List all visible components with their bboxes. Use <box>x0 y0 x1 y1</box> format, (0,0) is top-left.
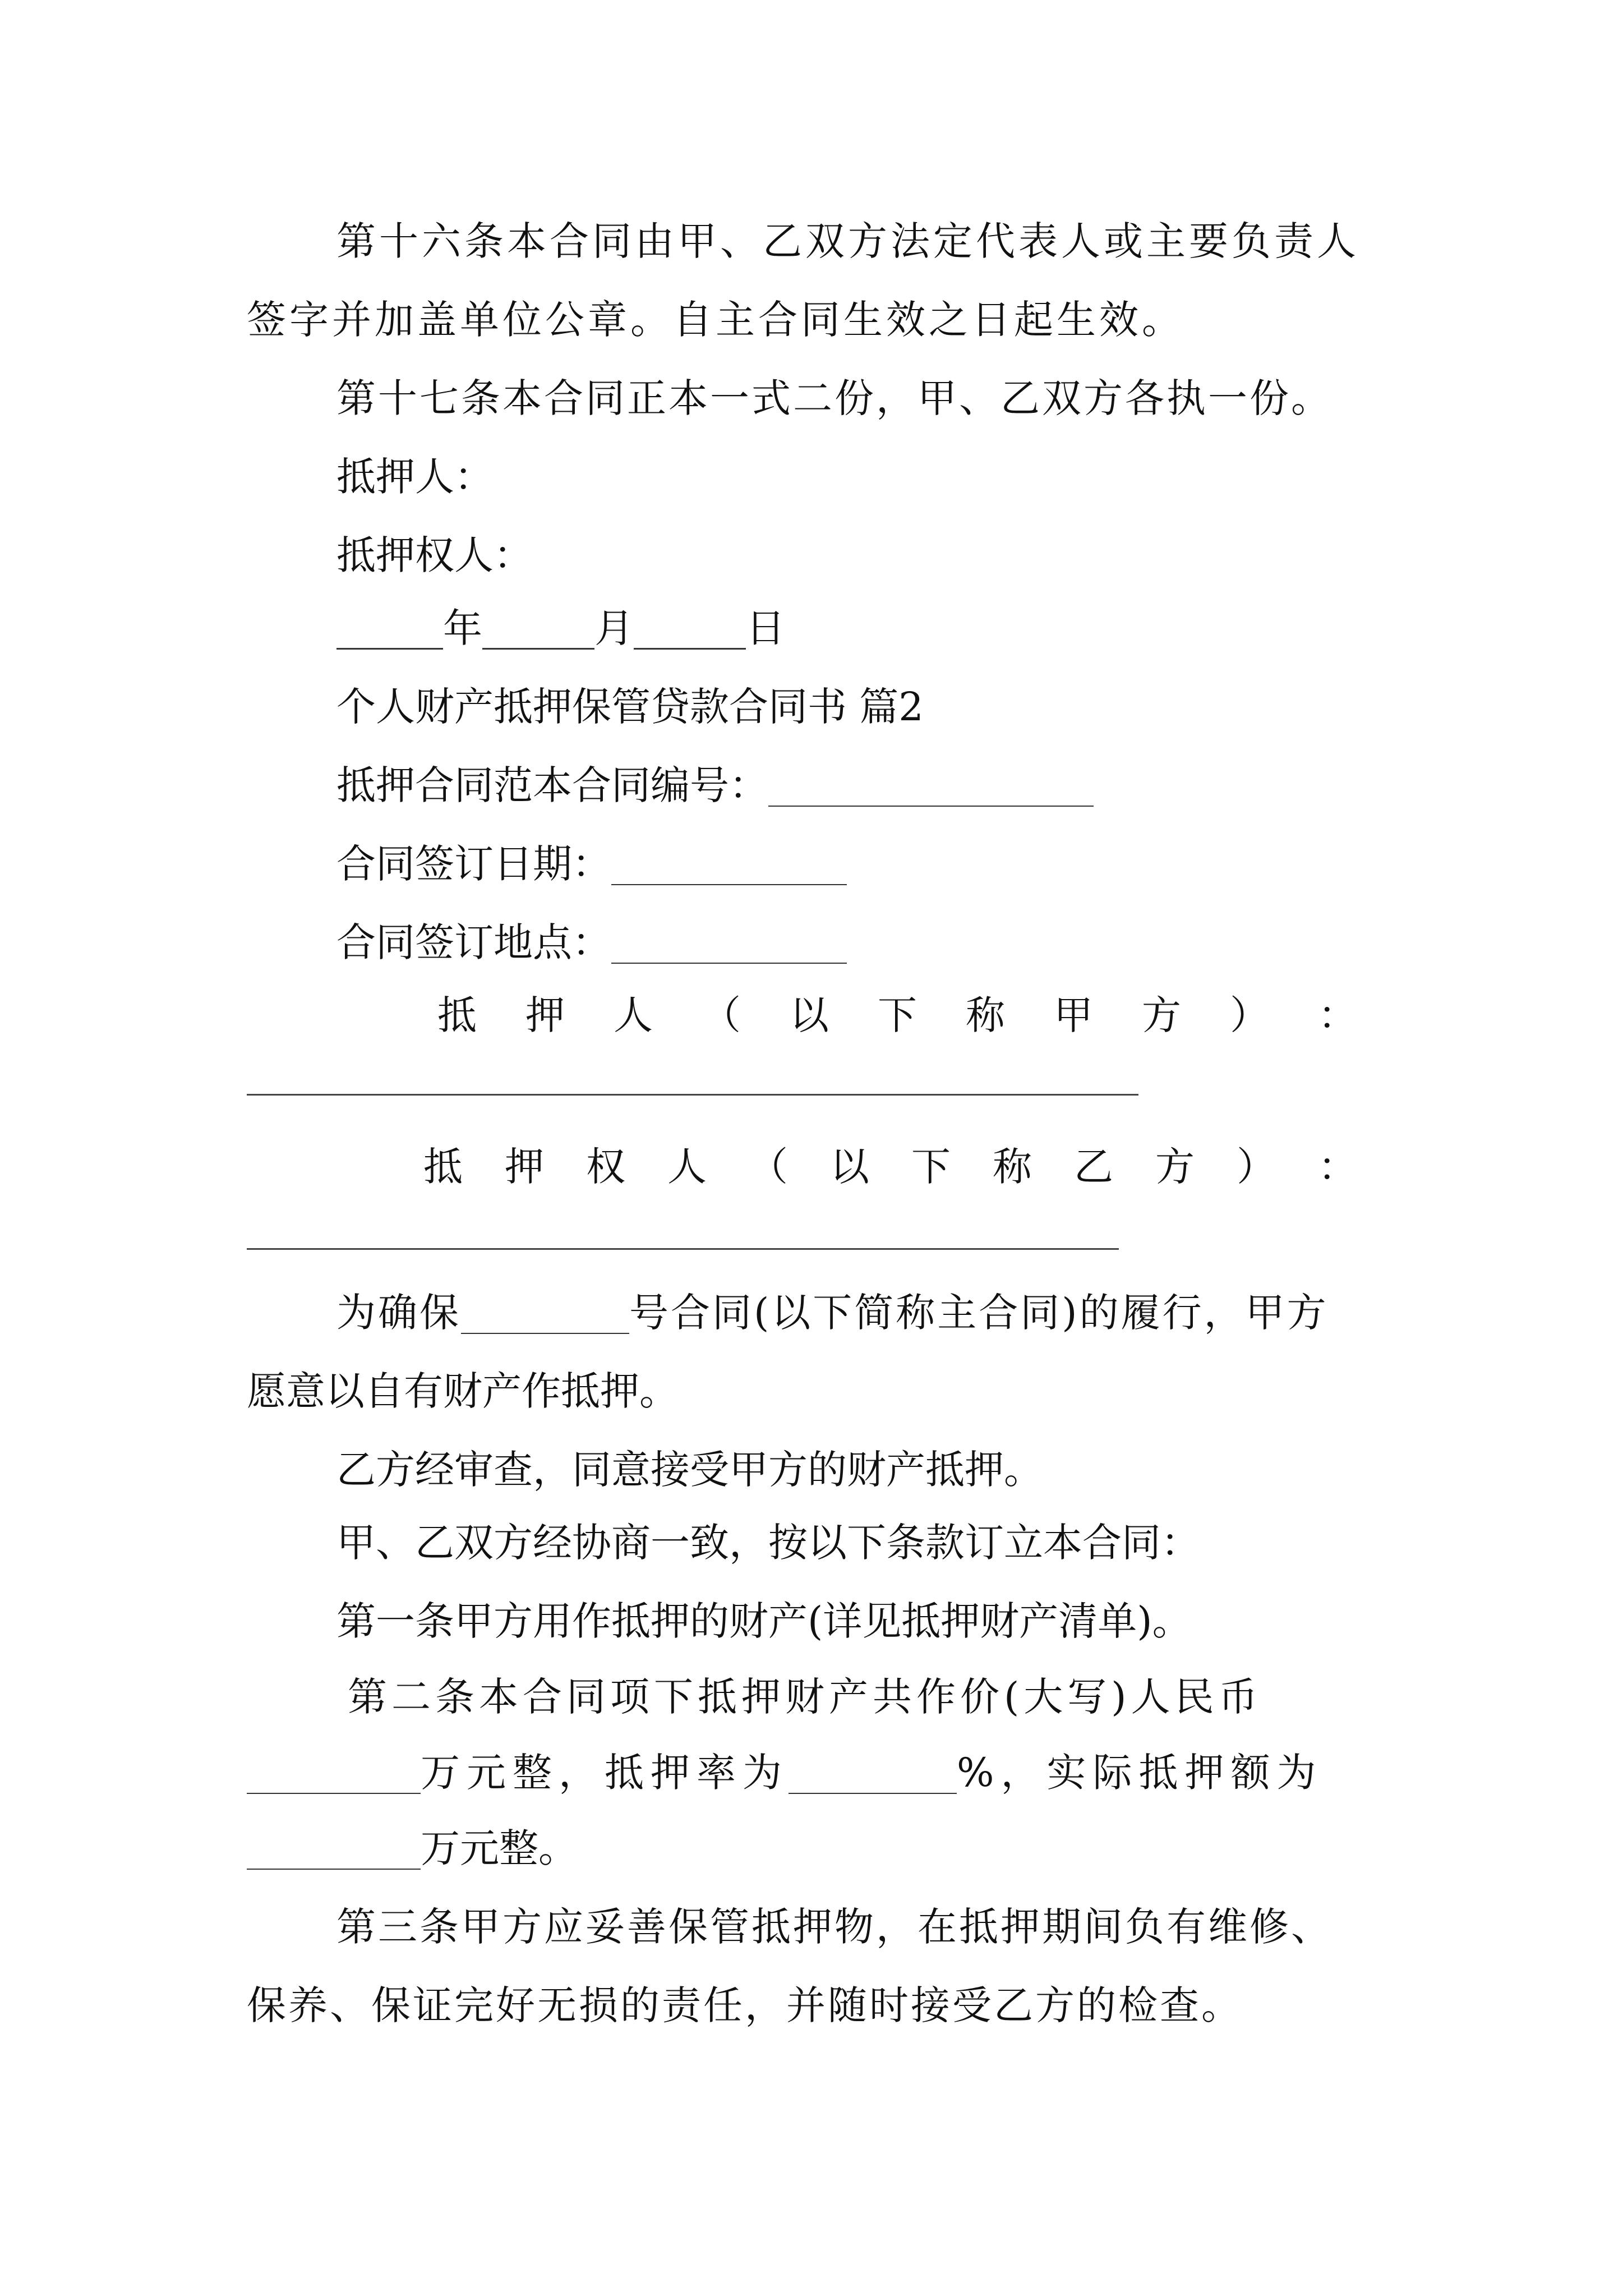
date-line <box>336 600 785 656</box>
party-a-char: 抵 <box>437 992 477 1038</box>
sign-date-line <box>336 836 847 892</box>
review-line: 乙方经审查，同意接受甲方的财产抵押。 <box>336 1447 1043 1493</box>
guarantee-prefix: 为确保 <box>336 1290 461 1336</box>
party-b-char: 人 <box>667 1144 707 1190</box>
party-a-char: 以 <box>790 992 829 1038</box>
month-label: 月 <box>594 605 634 651</box>
article-2-line-1: 第二条本合同项下抵押财产共作价(大写)人民币 <box>348 1674 1262 1720</box>
day-label: 日 <box>746 605 785 651</box>
party-a-char: ： <box>1318 992 1357 1038</box>
party-a-char: （ <box>702 992 741 1038</box>
article-2-text-a: 万元整，抵押率为 <box>421 1750 789 1796</box>
contract-number-blank <box>768 766 1094 807</box>
party-a-char: 押 <box>525 992 565 1038</box>
mortgagor-label: 抵押人： <box>336 454 494 500</box>
guarantee-line-1 <box>336 1285 1329 1341</box>
main-contract-number-blank <box>461 1294 629 1334</box>
party-a-line <box>437 987 1357 1043</box>
party-a-char: ） <box>1230 992 1269 1038</box>
article-2-line-3 <box>247 1820 578 1876</box>
article-2-line-2 <box>247 1745 1323 1801</box>
party-b-char: 权 <box>586 1144 625 1190</box>
party-b-char: 押 <box>505 1144 544 1190</box>
party-a-fill-line <box>247 1094 1138 1096</box>
article-2-text-c: 万元整。 <box>421 1825 578 1871</box>
contract-number-label: 抵押合同范本合同编号： <box>336 762 768 808</box>
party-b-char: 下 <box>911 1144 951 1190</box>
article-3-line-2: 保养、保证完好无损的责任，并随时接受乙方的检查。 <box>247 1982 1243 2028</box>
sign-place-blank <box>611 923 847 964</box>
party-a-char: 方 <box>1142 992 1181 1038</box>
mortgagee-label: 抵押权人： <box>336 532 533 578</box>
month-blank <box>482 609 594 650</box>
guarantee-suffix: 号合同(以下简称主合同)的履行，甲方 <box>629 1290 1329 1336</box>
year-blank <box>336 609 443 650</box>
party-a-char: 称 <box>966 992 1005 1038</box>
party-a-char: 下 <box>878 992 917 1038</box>
mortgage-rate-blank <box>789 1754 957 1794</box>
article-17: 第十七条本合同正本一式二份，甲、乙双方各执一份。 <box>336 375 1332 421</box>
article-16-line-1: 第十六条本合同由甲、乙双方法定代表人或主要负责人 <box>336 218 1359 264</box>
article-3-line-1: 第三条甲方应妥善保管抵押物，在抵押期间负有维修、 <box>336 1904 1332 1950</box>
party-b-char: 乙 <box>1074 1144 1113 1190</box>
party-b-char: ： <box>1318 1144 1357 1190</box>
sign-date-blank <box>611 845 847 885</box>
year-label: 年 <box>443 605 482 651</box>
article-1: 第一条甲方用作抵押的财产(详见抵押财产清单)。 <box>336 1598 1192 1644</box>
party-b-char: 抵 <box>423 1144 463 1190</box>
party-b-char: 方 <box>1155 1144 1195 1190</box>
sign-place-line <box>336 914 847 970</box>
party-b-char: （ <box>749 1144 788 1190</box>
guarantee-line-2: 愿意以自有财产作抵押。 <box>247 1368 679 1414</box>
party-b-char: 以 <box>830 1144 869 1190</box>
party-b-line <box>423 1139 1357 1195</box>
article-16-line-2: 签字并加盖单位公章。自主合同生效之日起生效。 <box>247 297 1184 343</box>
actual-amount-blank <box>247 1829 421 1870</box>
valuation-blank <box>247 1754 421 1794</box>
party-b-char: 称 <box>993 1144 1032 1190</box>
article-2-text-b: %，实际抵押额为 <box>957 1750 1323 1796</box>
agreement-line: 甲、乙双方经协商一致，按以下条款订立本合同： <box>336 1520 1200 1566</box>
party-b-fill-line <box>247 1248 1119 1250</box>
sign-place-label: 合同签订地点： <box>336 919 611 965</box>
contract-number-line <box>336 757 1094 813</box>
party-a-char: 人 <box>614 992 653 1038</box>
section-title: 个人财产抵押保管贷款合同书 篇2 <box>336 684 924 730</box>
day-blank <box>634 609 746 650</box>
party-a-char: 甲 <box>1054 992 1093 1038</box>
sign-date-label: 合同签订日期： <box>336 841 611 887</box>
party-b-char: ） <box>1237 1144 1276 1190</box>
